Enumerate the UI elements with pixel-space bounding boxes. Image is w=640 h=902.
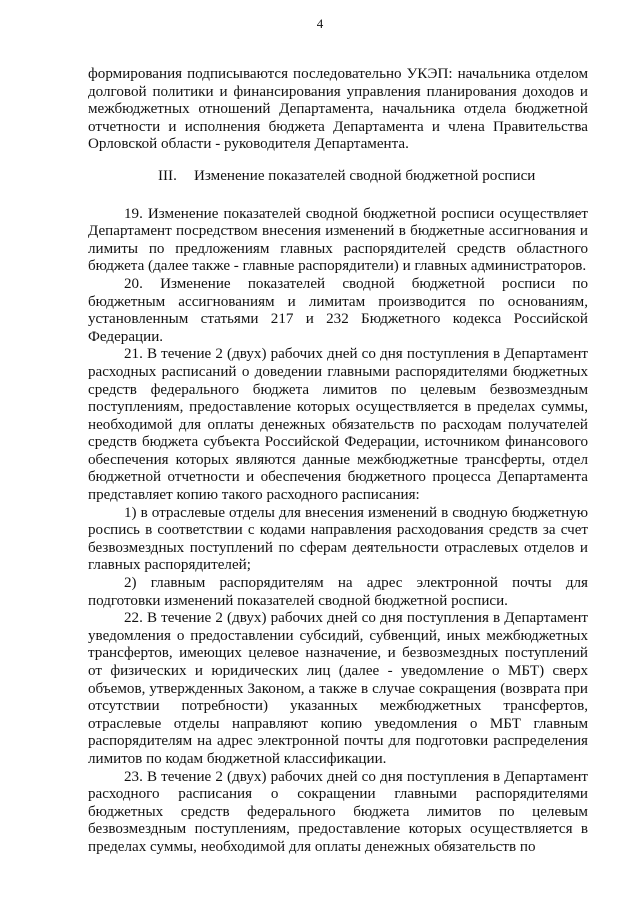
paragraph-19: 19. Изменение показателей сводной бюджетной росписи осуществляет Департамент посредством внесения изменений в бюджетные ассигнования и лимиты по предложениям главных распорядителей средств областного бюджета (далее также - главные распорядители) и главных администраторов. [88,205,588,275]
paragraph-21-item-1: 1) в отраслевые отделы для внесения изменений в сводную бюджетную роспись в соответствии с кодами направления расходования средств за счет безвозмездных поступлений по сферам деятельности отраслевых отделов и главных распорядителей; [88,504,588,574]
section-heading [88,168,588,186]
section-number: III. [158,167,177,184]
paragraph-22: 22. В течение 2 (двух) рабочих дней со дня поступления в Департамент уведомления о предоставлении субсидий, субвенций, иных межбюджетных трансфертов, имеющих целевое назначение, и безвозмездных поступлений от физических и юридических лиц (далее - уведомление о МБТ) сверх объемов, утвержденных Законом, а также в случае сокращения (возврата при отсутствии потребности) указанных межбюджетных трансфертов, отраслевые отделы направляют копию уведомления о МБТ главным распорядителям на адрес электронной почты для подготовки распределения лимитов по кодам бюджетной классификации. [88,610,588,767]
section-title: Изменение показателей сводной бюджетной росписи [194,167,536,184]
paragraph-21-item-2: 2) главным распорядителям на адрес электронной почты для подготовки изменений показателей сводной бюджетной росписи. [88,575,588,609]
paragraph-intro: формирования подписываются последовательно УКЭП: начальника отделом долговой политики и финансирования управления планирования доходов и межбюджетных отношений Департамента, начальника отдела бюджетной отчетности и исполнения бюджета Департамента и члена Правительства Орловской области - руководителя Департамента. [88,66,588,153]
paragraph-23: 23. В течение 2 (двух) рабочих дней со дня поступления в Департамент расходного расписания о сокращении главными распорядителями бюджетных средств федерального бюджета лимитов по целевым безвозмездным поступлениям, предоставление которых осуществляется в пределах суммы, необходимой для оплаты денежных обязательств по [88,768,588,855]
page-number: 4 [316,16,324,31]
paragraph-20: 20. Изменение показателей сводной бюджетной росписи по бюджетным ассигнованиям и лимитам производится по основаниям, установленным статьями 217 и 232 Бюджетного кодекса Российской Федерации. [88,275,588,345]
document-body [88,66,588,857]
paragraph-21: 21. В течение 2 (двух) рабочих дней со дня поступления в Департамент расходных расписаний о доведении главными распорядителями бюджетных средств федерального бюджета лимитов по целевым безвозмездным поступлениям, предоставление которых осуществляется в пределах суммы, необходимой для оплаты денежных обязательств по расходам получателей средств бюджета субъекта Российской Федерации, источником финансового обеспечения которых являются данные межбюджетные трансферты, отдел бюджетной отчетности и обеспечения бюджетного процесса Департамента представляет копию такого расходного расписания: [88,346,588,504]
